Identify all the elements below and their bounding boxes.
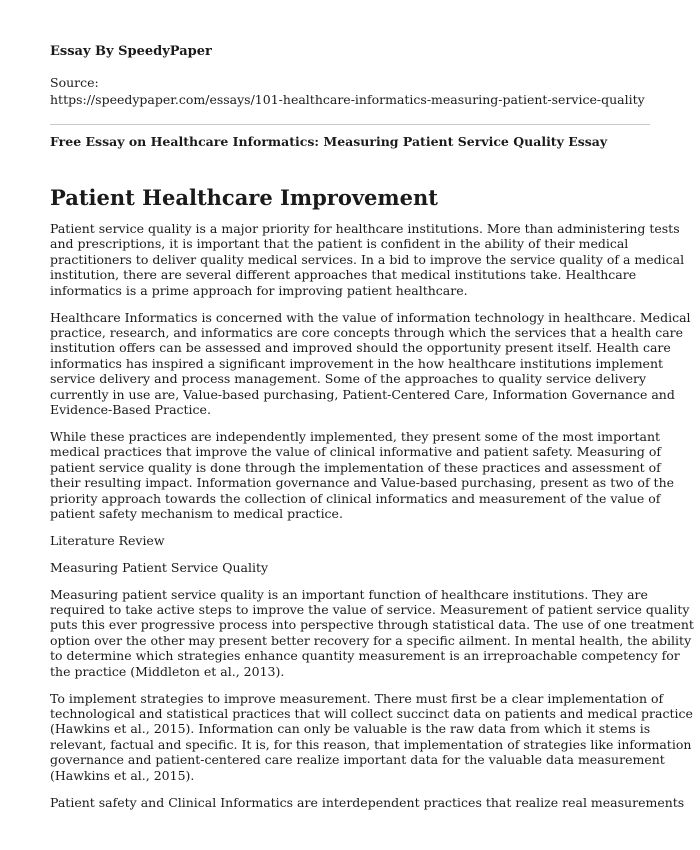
essay-body	[50, 221, 694, 810]
text-line: relevant, factual and specific. It is, for this reason, that implementation of strategies like information	[50, 736, 692, 752]
text-line: Healthcare Informatics is concerned with the value of information technology in healthcare. Medical	[50, 309, 691, 325]
text-line: and prescriptions, it is important that the patient is confident in the ability of their medical	[50, 236, 629, 252]
text-line: technological and statistical practices that will collect succinct data on patients and medical practice	[50, 705, 693, 721]
source-label: Source:	[50, 75, 99, 90]
text-line: Patient service quality is a major priority for healthcare institutions. More than administering tests	[50, 221, 680, 236]
text-line: patient safety mechanism to medical practice.	[50, 505, 343, 521]
text-line: service delivery and process management. Some of the approaches to quality service delivery	[50, 371, 647, 387]
paragraph-2	[50, 309, 691, 418]
text-line: the practice (Middleton et al., 2013).	[50, 663, 285, 679]
text-line: institution, there are several different approaches that medical institutions take. Healthcare	[50, 267, 637, 283]
paragraph-6-first-line: Patient safety and Clinical Informatics are interdependent practices that realize real measurements	[50, 794, 685, 810]
site-label: Essay By SpeedyPaper	[50, 44, 212, 59]
essay-title: Patient Healthcare Improvement	[50, 185, 438, 210]
section-heading-measuring-quality: Measuring Patient Service Quality	[50, 559, 269, 575]
header-divider	[50, 124, 650, 125]
source-url: https://speedypaper.com/essays/101-healthcare-informatics-measuring-patient-service-quality	[50, 92, 645, 107]
text-line: (Hawkins et al., 2015).	[50, 767, 195, 783]
text-line: patient service quality is done through the implementation of these practices and assessment of	[50, 459, 661, 475]
text-line: informatics is a prime approach for improving patient healthcare.	[50, 282, 468, 298]
text-line: medical practices that improve the value of clinical informative and patient safety. Measuring of	[50, 444, 662, 460]
text-line: Evidence-Based Practice.	[50, 401, 211, 417]
text-line: required to take active steps to improve the value of service. Measurement of patient service quality	[50, 602, 690, 618]
essay-subtitle: Free Essay on Healthcare Informatics: Measuring Patient Service Quality Essay	[50, 134, 608, 149]
section-heading-literature-review: Literature Review	[50, 532, 165, 548]
text-line: While these practices are independently implemented, they present some of the most important	[50, 428, 661, 444]
text-line: governance and patient-centered care realize important data for the valuable data measurement	[50, 752, 665, 768]
paragraph-3	[50, 428, 675, 521]
text-line: practice, research, and informatics are core concepts through which the services that a health care	[50, 324, 684, 340]
text-line: option over the other may present better recovery for a specific ailment. In mental health, the ability	[50, 632, 692, 648]
text-line: To implement strategies to improve measurement. There must first be a clear implementation of	[50, 690, 664, 706]
text-line: (Hawkins et al., 2015). Information can only be valuable is the raw data from which it stems is	[50, 721, 651, 737]
text-line: currently in use are, Value-based purchasing, Patient-Centered Care, Information Governance and	[50, 386, 675, 402]
text-line: institution offers can be assessed and improved should the opportunity present itself. Health care	[50, 340, 671, 356]
text-line: their resulting impact. Information governance and Value-based purchasing, present as two of the	[50, 475, 675, 491]
document-header	[50, 43, 650, 108]
text-line: Measuring patient service quality is an important function of healthcare institutions. They are	[50, 586, 648, 602]
paragraph-5	[50, 690, 693, 783]
text-line: priority approach towards the collection of clinical informatics and measurement of the value of	[50, 490, 661, 506]
text-line: to determine which strategies enhance quantity measurement is an irreproachable competency for	[50, 648, 680, 664]
text-line: informatics has inspired a significant improvement in the how healthcare institutions implement	[50, 355, 664, 371]
paragraph-4	[50, 586, 694, 679]
text-line: puts this ever progressive process into perspective through statistical data. The use of one treatment	[50, 617, 694, 633]
paragraph-1	[50, 221, 685, 298]
text-line: practitioners to deliver quality medical services. In a bid to improve the service quality of a medical	[50, 251, 685, 267]
